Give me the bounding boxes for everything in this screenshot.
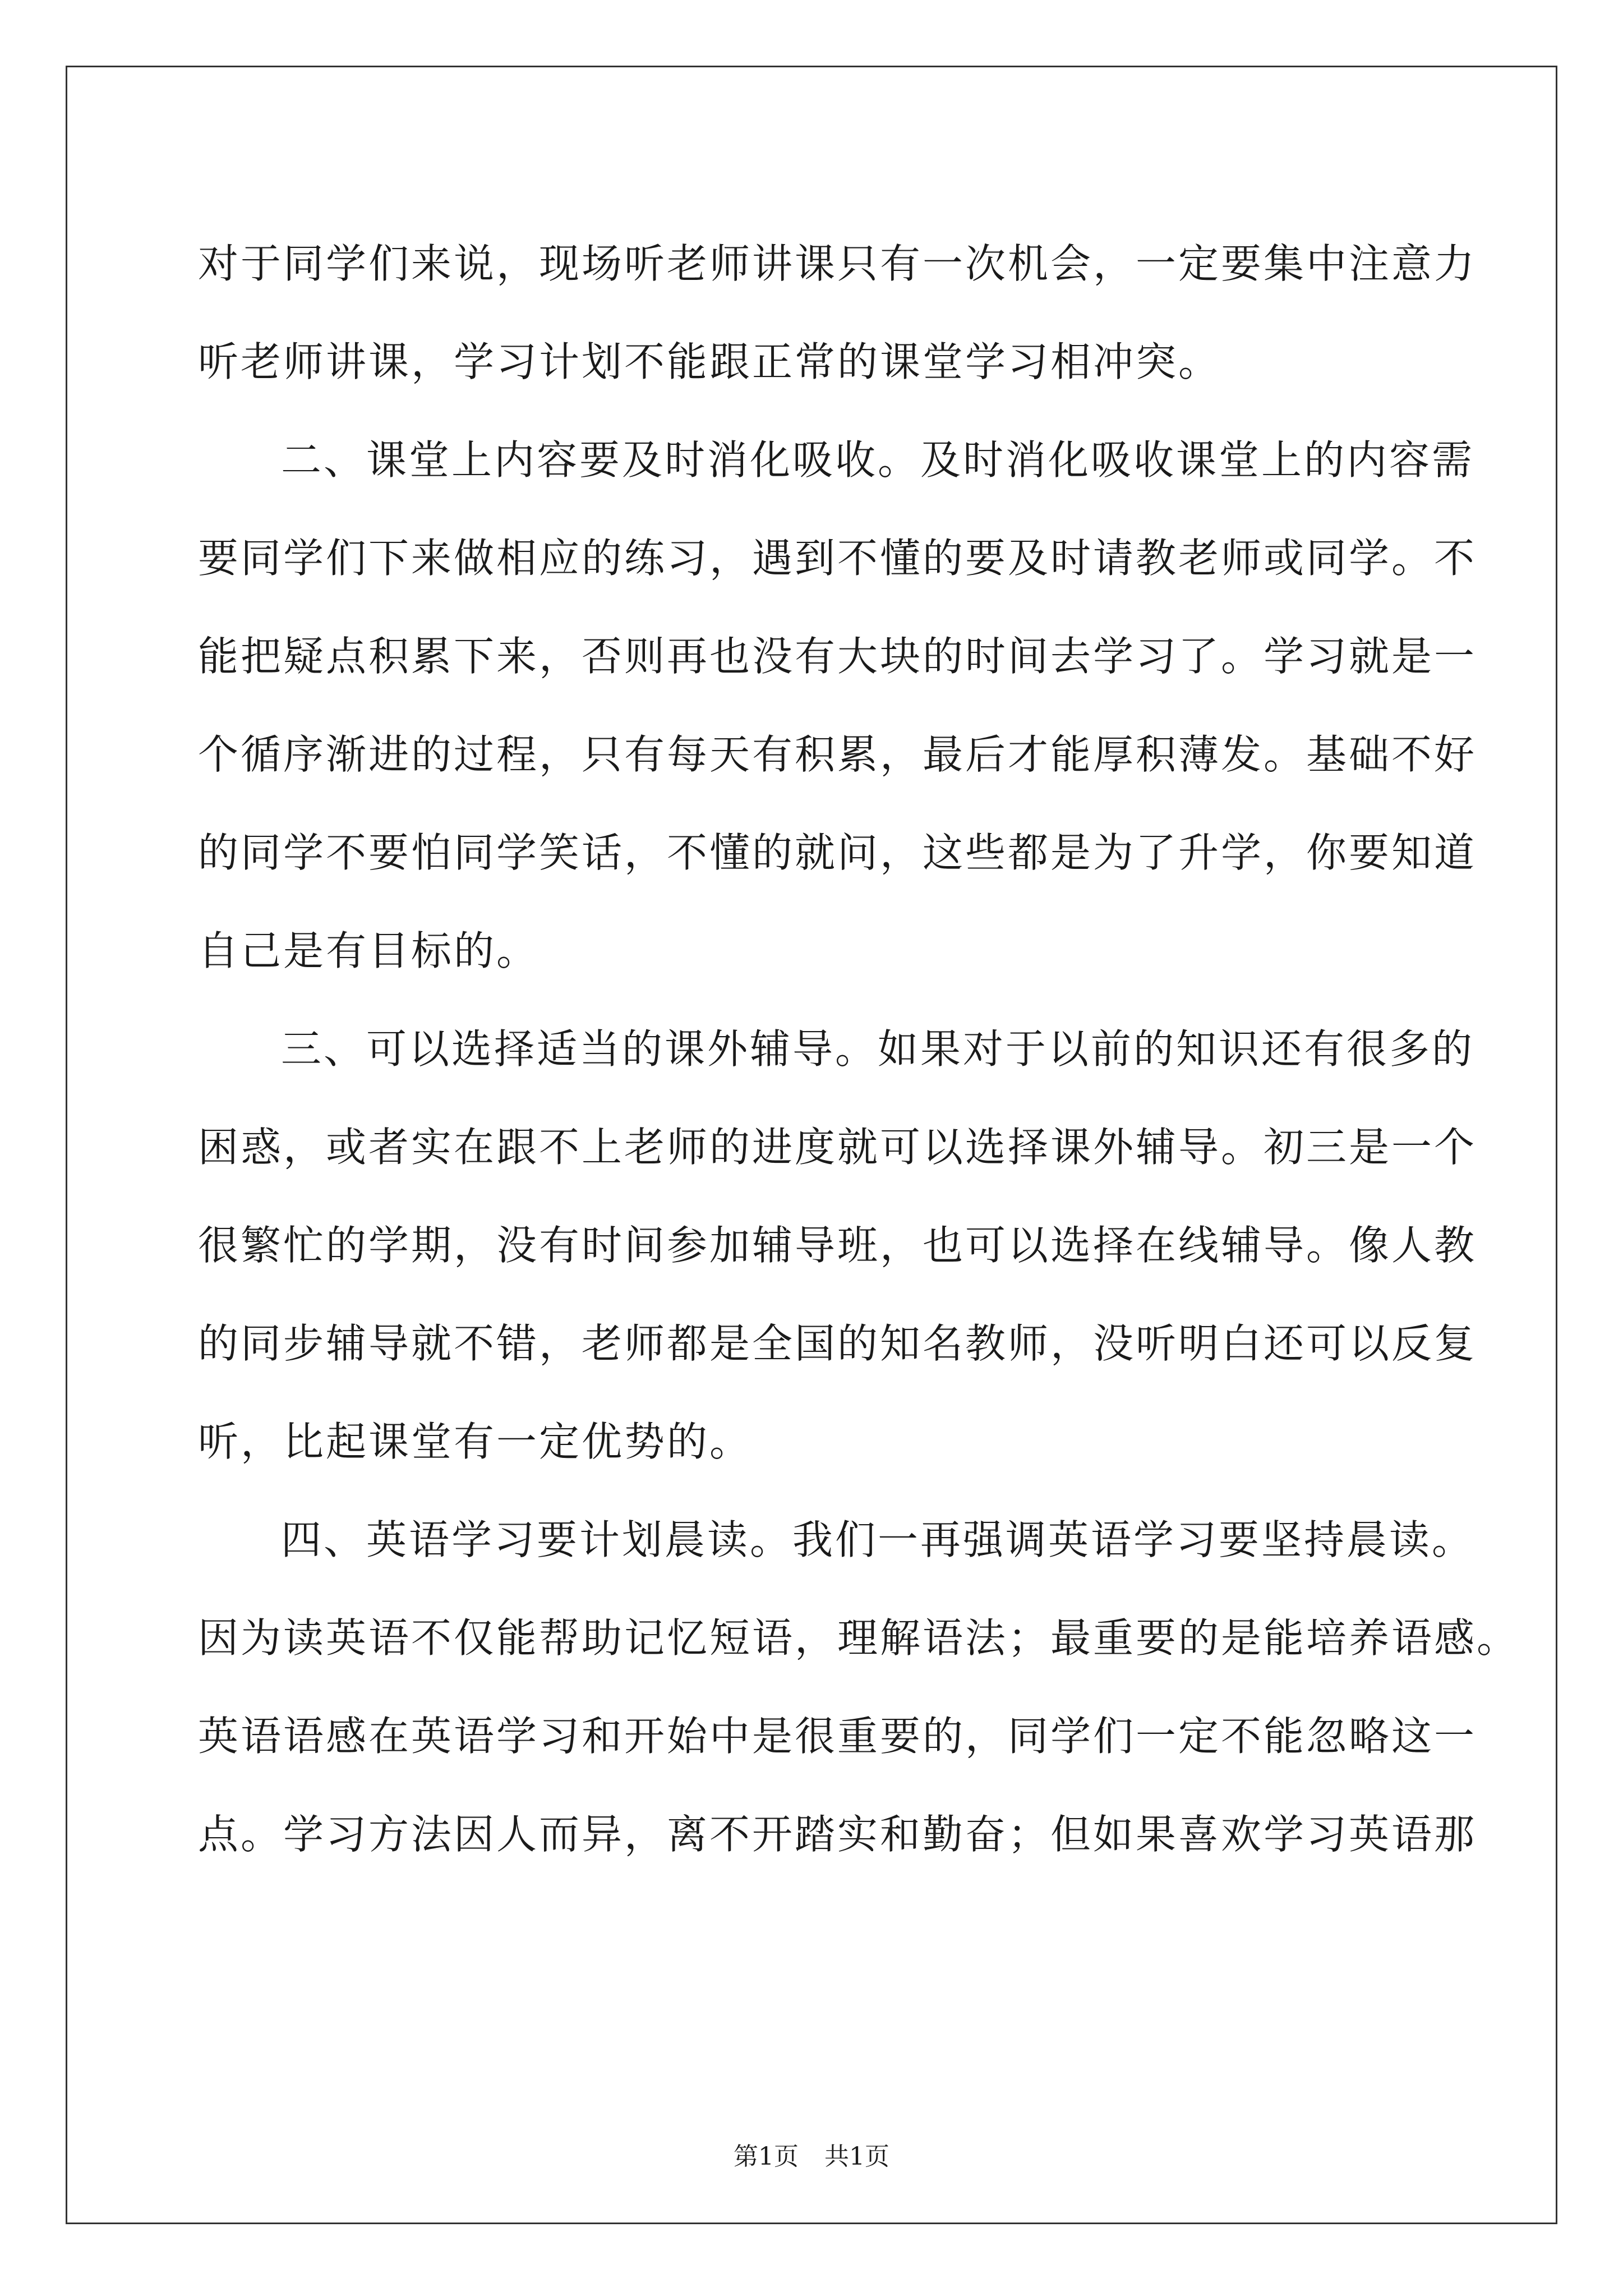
text-line: 个循序渐进的过程，只有每天有积累，最后才能厚积薄发。基础不好 [198,731,1477,778]
text-line: 二、课堂上内容要及时消化吸收。及时消化吸收课堂上的内容需 [281,436,1475,484]
page-number-current: 第1页 [734,2142,799,2171]
page-number-total: 共1页 [824,2142,889,2171]
text-line: 的同学不要怕同学笑话，不懂的就问，这些都是为了升学，你要知道 [198,829,1477,876]
text-line: 四、英语学习要计划晨读。我们一再强调英语学习要坚持晨读。 [281,1516,1475,1563]
text-line: 要同学们下来做相应的练习，遇到不懂的要及时请教老师或同学。不 [198,535,1477,582]
text-line: 的同步辅导就不错，老师都是全国的知名教师，没听明白还可以反复 [198,1320,1477,1367]
text-line: 因为读英语不仅能帮助记忆短语，理解语法；最重要的是能培养语感。 [198,1614,1520,1662]
text-line: 听老师讲课，学习计划不能跟正常的课堂学习相冲突。 [198,338,1221,385]
text-line: 很繁忙的学期，没有时间参加辅导班，也可以选择在线辅导。像人教 [198,1222,1477,1269]
text-line: 能把疑点积累下来，否则再也没有大块的时间去学习了。学习就是一 [198,633,1477,680]
text-line: 英语语感在英语学习和开始中是很重要的，同学们一定不能忽略这一 [198,1713,1477,1760]
text-line: 对于同学们来说，现场听老师讲课只有一次机会，一定要集中注意力 [198,240,1477,287]
text-line: 困惑，或者实在跟不上老师的进度就可以选择课外辅导。初三是一个 [198,1124,1477,1171]
page-footer [0,2136,1623,2172]
text-line: 听，比起课堂有一定优势的。 [198,1418,753,1465]
text-line: 三、可以选择适当的课外辅导。如果对于以前的知识还有很多的 [281,1025,1475,1073]
text-line: 自己是有目标的。 [198,927,540,974]
document-body [198,215,1520,1884]
text-line: 点。学习方法因人而异，离不开踏实和勤奋；但如果喜欢学习英语那 [198,1811,1477,1858]
